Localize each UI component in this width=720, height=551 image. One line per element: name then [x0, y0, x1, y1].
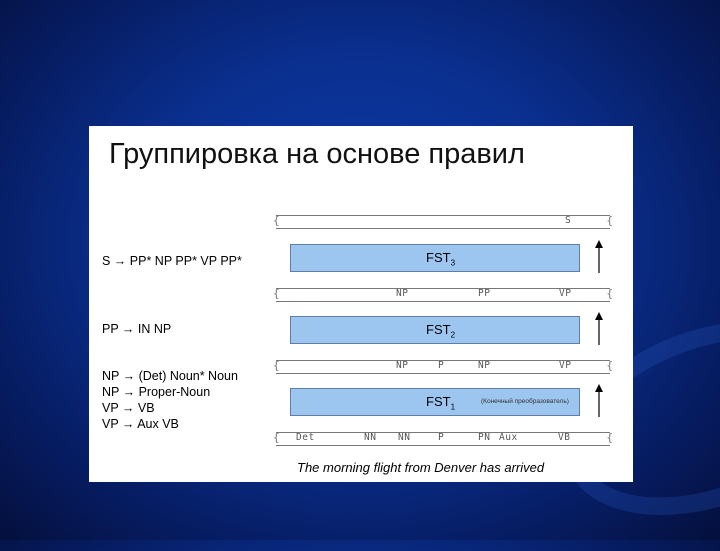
- tape-label: NN: [398, 432, 411, 443]
- tape-label: NN: [364, 432, 377, 443]
- tape-label: Det: [296, 432, 315, 443]
- slide: [89, 126, 633, 482]
- slide-title: Группировка на основе правил: [109, 138, 525, 170]
- fst2-label: $FST_2$: [426, 322, 456, 340]
- tape-label: PP: [478, 288, 491, 299]
- rule-vp-aux-vb: VP → Aux VB: [102, 417, 179, 431]
- fst1-label: $FST_1$: [426, 394, 456, 412]
- tape-label: S: [565, 215, 572, 226]
- tape-label: NP: [396, 360, 409, 371]
- tape-label: NP: [396, 288, 409, 299]
- up-arrow-icon: [594, 384, 604, 418]
- tape-label: Aux: [499, 432, 518, 443]
- rule-s: S → PP* NP PP* VP PP*: [102, 254, 242, 268]
- fst2-box: [290, 316, 580, 344]
- up-arrow-icon: [594, 312, 604, 346]
- fst3-box: [290, 244, 580, 272]
- fst1-box: [290, 388, 580, 416]
- rule-vp-vb: VP → VB: [102, 401, 155, 415]
- tape-level-1: { { NP P NP VP: [273, 359, 613, 372]
- rule-np-proper-noun: NP → Proper-Noun: [102, 385, 211, 399]
- rule-np-det-noun: NP → (Det) Noun* Noun: [102, 369, 238, 383]
- tape-label: NP: [478, 360, 491, 371]
- tape-base: { { Det NN NN P PN Aux VB: [273, 431, 613, 444]
- fst3-label: $FST_3$: [426, 250, 456, 268]
- tape-label: P: [438, 432, 445, 443]
- tape-s: { { S: [273, 214, 613, 227]
- tape-label: VP: [559, 288, 572, 299]
- example-sentence: The morning flight from Denver has arrived: [297, 460, 545, 475]
- tape-label: VB: [558, 432, 571, 443]
- tape-label: P: [438, 360, 445, 371]
- tape-label: VP: [559, 360, 572, 371]
- tape-label: PN: [478, 432, 491, 443]
- up-arrow-icon: [594, 240, 604, 274]
- tape-level-2: { { NP PP VP: [273, 287, 613, 300]
- fst1-note: (Конечный преобразователь): [481, 398, 569, 405]
- rule-pp: PP → IN NP: [102, 322, 172, 336]
